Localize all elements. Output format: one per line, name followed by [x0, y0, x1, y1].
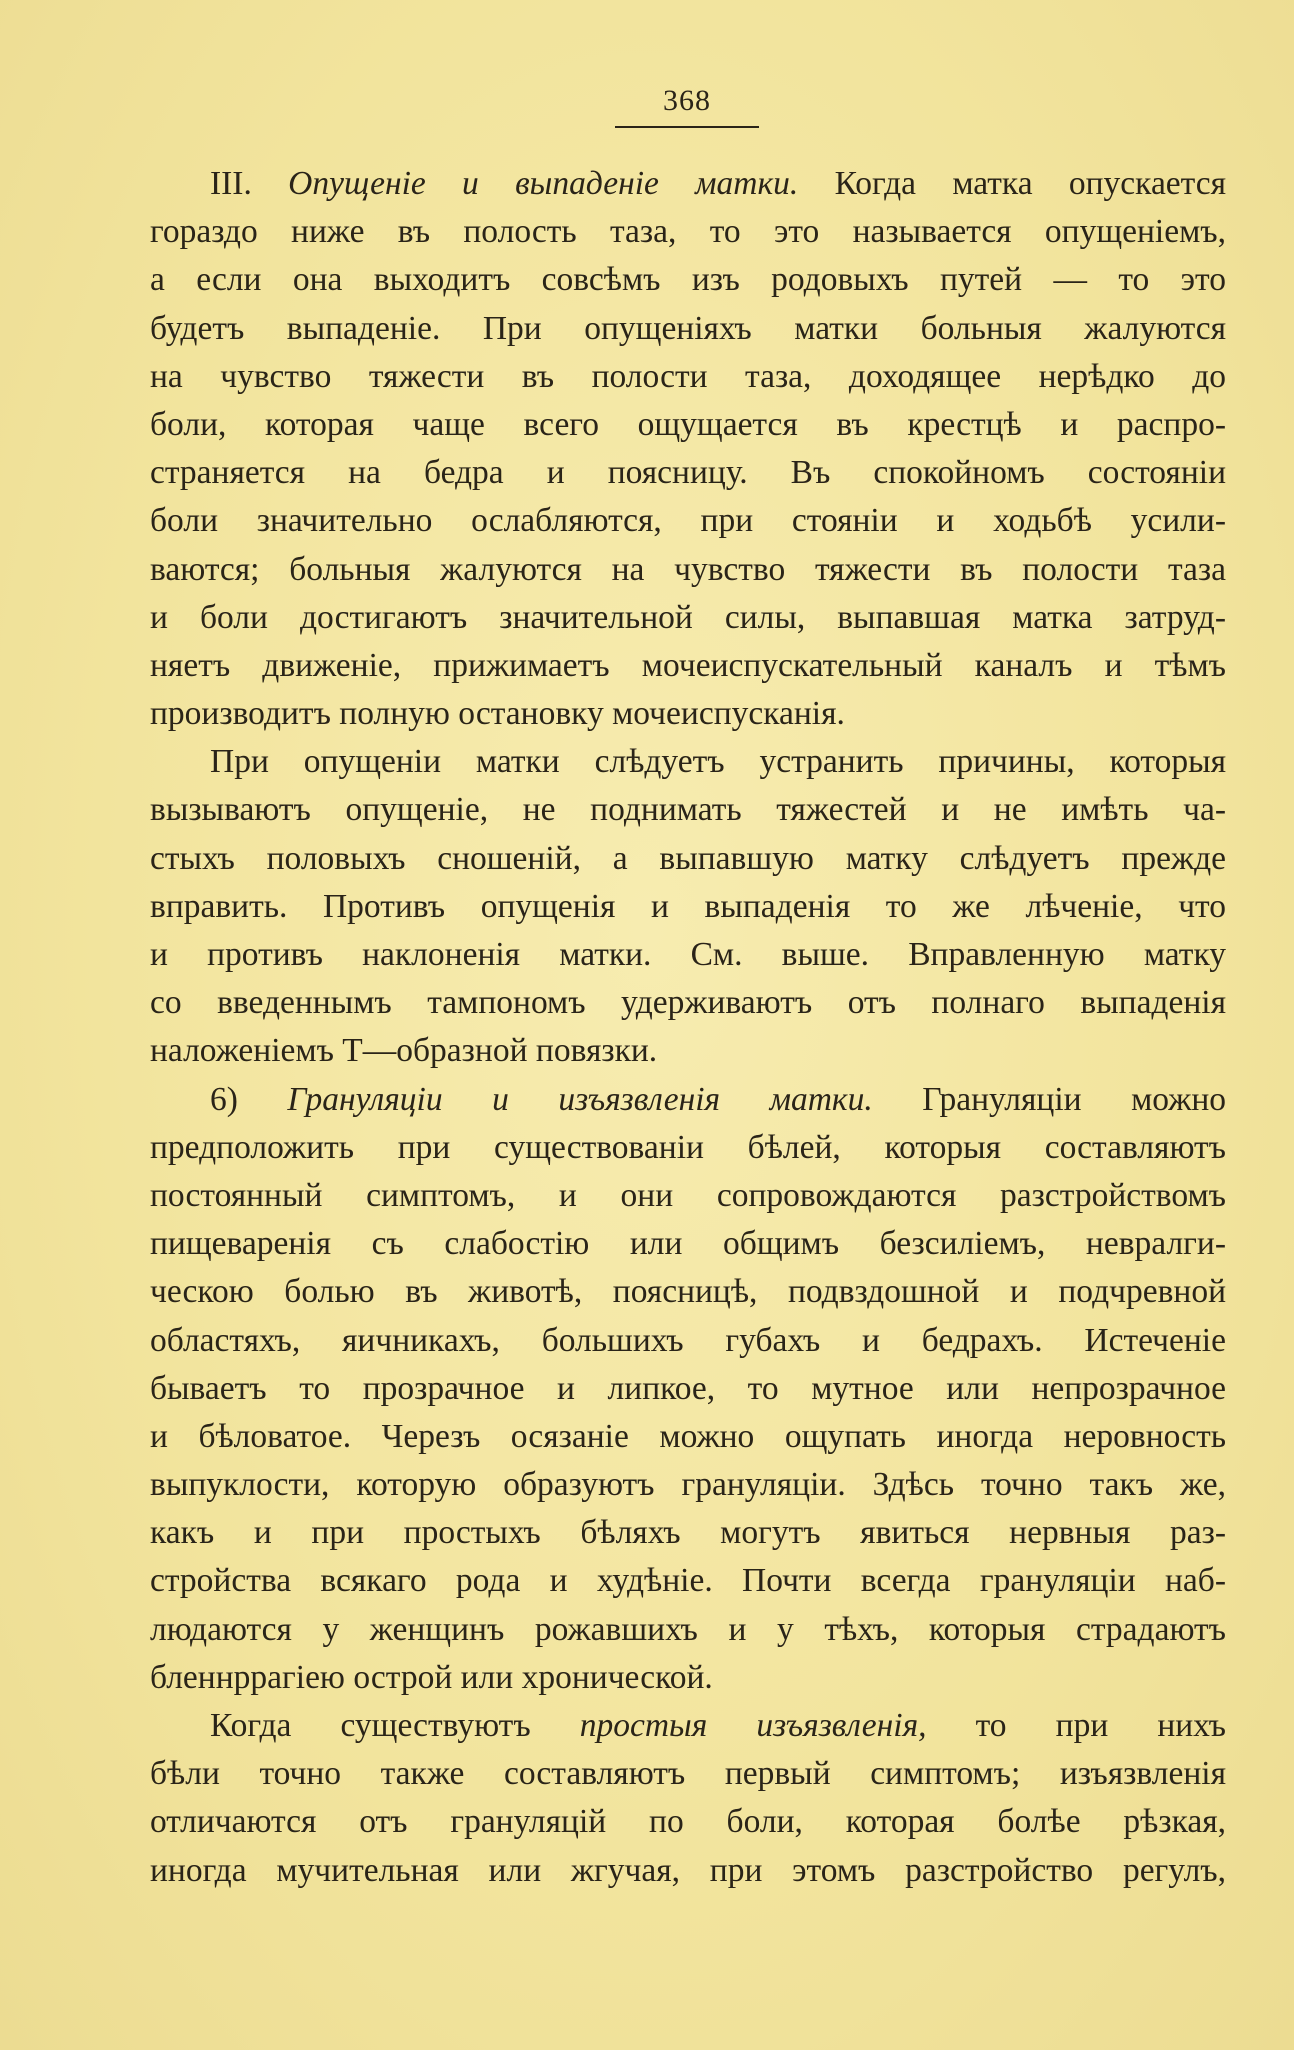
text-line-segment: наложеніемъ Т—образной повязки. — [150, 1032, 658, 1070]
text-line — [150, 1220, 1226, 1268]
text-line — [150, 546, 1226, 594]
text-line — [150, 1413, 1226, 1461]
text-line-segment: боли значительно ослабляются, при стояніи и ходьбѣ усили- — [150, 502, 1226, 540]
text-line-segment: Когда существуютъ — [210, 1707, 580, 1744]
text-line — [150, 1365, 1226, 1413]
text-line — [150, 497, 1226, 545]
text-line — [150, 594, 1226, 642]
text-line-segment: 6) — [210, 1080, 288, 1118]
text-line-segment: стройства всякаго рода и худѣніе. Почти всегда грануляціи наб- — [150, 1562, 1226, 1600]
text-line — [150, 1172, 1226, 1220]
text-line-segment: и боли достигаютъ значительной силы, выпавшая матка затруд- — [150, 598, 1226, 636]
text-line-segment: страняется на бедра и поясницу. Въ спокойномъ состояніи — [150, 454, 1226, 492]
text-line — [150, 690, 1226, 738]
text-line — [150, 1076, 1226, 1124]
text-line-segment: пищеваренія съ слабостію или общимъ безсиліемъ, невралги- — [150, 1225, 1226, 1263]
text-line — [150, 1654, 1226, 1702]
text-line-segment: выпуклости, которую образуютъ грануляціи. Здѣсь точно такъ же, — [150, 1466, 1226, 1504]
text-line-segment: будетъ выпаденіе. При опущеніяхъ матки больныя жалуются — [150, 309, 1226, 347]
text-line-segment: няетъ движеніе, прижимаетъ мочеиспускательный каналъ и тѣмъ — [150, 646, 1226, 684]
text-line — [150, 1750, 1226, 1798]
page-number: 368 — [663, 84, 711, 117]
text-line — [150, 353, 1226, 401]
text-line-segment: то при нихъ — [926, 1707, 1226, 1744]
italic-heading: Грануляціи и изъязвленія матки. — [287, 1080, 873, 1118]
text-line — [150, 642, 1226, 690]
text-line — [150, 305, 1226, 353]
text-line — [150, 738, 1226, 786]
text-line — [150, 1702, 1226, 1750]
text-line-segment: и противъ наклоненія матки. См. выше. Вправленную матку — [150, 936, 1226, 973]
text-line — [150, 1027, 1226, 1075]
text-line — [150, 256, 1226, 304]
text-line-segment: Грануляціи можно — [872, 1080, 1227, 1118]
text-line-segment: При опущеніи матки слѣдуетъ устранить причины, которыя — [210, 743, 1226, 781]
text-line-segment: и бѣловатое. Черезъ осязаніе можно ощупать иногда неровность — [150, 1417, 1226, 1455]
text-line-segment: гораздо ниже въ полость таза, то это называется опущеніемъ, — [150, 213, 1226, 251]
italic-heading: Опущеніе и выпаденіе матки. — [288, 165, 799, 202]
text-line — [150, 931, 1226, 979]
text-line — [150, 835, 1226, 883]
text-line-segment: какъ и при простыхъ бѣляхъ могутъ явиться нервныя раз- — [150, 1514, 1226, 1552]
text-line — [150, 979, 1226, 1027]
text-line-segment: отличаются отъ грануляцій по боли, которая болѣе рѣзкая, — [150, 1803, 1226, 1841]
text-line-segment: постоянный симптомъ, и они сопровождаются разстройствомъ — [150, 1176, 1226, 1214]
text-line — [150, 883, 1226, 931]
text-line — [150, 208, 1226, 256]
text-line — [150, 1124, 1226, 1172]
text-line-segment: предположить при существованіи бѣлей, которыя составляютъ — [150, 1128, 1226, 1166]
text-line — [150, 1268, 1226, 1316]
text-line — [150, 1606, 1226, 1654]
text-line-segment: боли, которая чаще всего ощущается въ крестцѣ и распро- — [150, 405, 1226, 443]
text-line-segment: вызываютъ опущеніе, не поднимать тяжестей и не имѣть ча- — [150, 791, 1226, 829]
text-line-segment: на чувство тяжести въ полости таза, доходящее нерѣдко до — [150, 357, 1226, 395]
text-line-segment: III. — [210, 165, 289, 202]
italic-heading: простыя изъязвленія, — [579, 1707, 927, 1744]
text-line-segment: областяхъ, яичникахъ, большихъ губахъ и бедрахъ. Истеченіе — [150, 1321, 1226, 1359]
text-line-segment: а если она выходитъ совсѣмъ изъ родовыхъ путей — то это — [150, 261, 1226, 299]
text-line-segment: Когда матка опускается — [798, 165, 1227, 202]
text-line — [150, 401, 1226, 449]
text-line-segment: ваются; больныя жалуются на чувство тяжести въ полости таза — [150, 550, 1226, 588]
text-line-segment: бываетъ то прозрачное и липкое, то мутное или непрозрачное — [150, 1369, 1226, 1407]
text-line — [150, 1847, 1226, 1895]
text-line — [150, 449, 1226, 497]
text-line-segment: иногда мучительная или жгучая, при этомъ разстройство регулъ, — [150, 1851, 1226, 1889]
text-line — [150, 160, 1226, 208]
text-line-segment: производитъ полную остановку мочеиспусканія. — [150, 695, 845, 733]
text-line — [150, 1317, 1226, 1365]
text-line — [150, 1798, 1226, 1846]
text-line — [150, 786, 1226, 834]
text-line-segment: стыхъ половыхъ сношеній, а выпавшую матку слѣдуетъ прежде — [150, 839, 1226, 877]
text-line-segment: со введеннымъ тампономъ удерживаютъ отъ полнаго выпаденія — [150, 984, 1226, 1022]
body-text — [150, 160, 1226, 1895]
header-rule — [615, 126, 759, 128]
text-line-segment: бѣли точно также составляютъ первый симптомъ; изъязвленія — [150, 1755, 1226, 1793]
text-line-segment: вправить. Противъ опущенія и выпаденія то же лѣченіе, что — [150, 887, 1226, 925]
text-line — [150, 1557, 1226, 1605]
text-line — [150, 1509, 1226, 1557]
text-line-segment: людаются у женщинъ рожавшихъ и у тѣхъ, которыя страдаютъ — [150, 1610, 1226, 1648]
text-line — [150, 1461, 1226, 1509]
text-line-segment: бленнррагіею острой или хронической. — [150, 1658, 713, 1696]
text-line-segment: ческою болью въ животѣ, поясницѣ, подвздошной и подчревной — [150, 1273, 1226, 1311]
